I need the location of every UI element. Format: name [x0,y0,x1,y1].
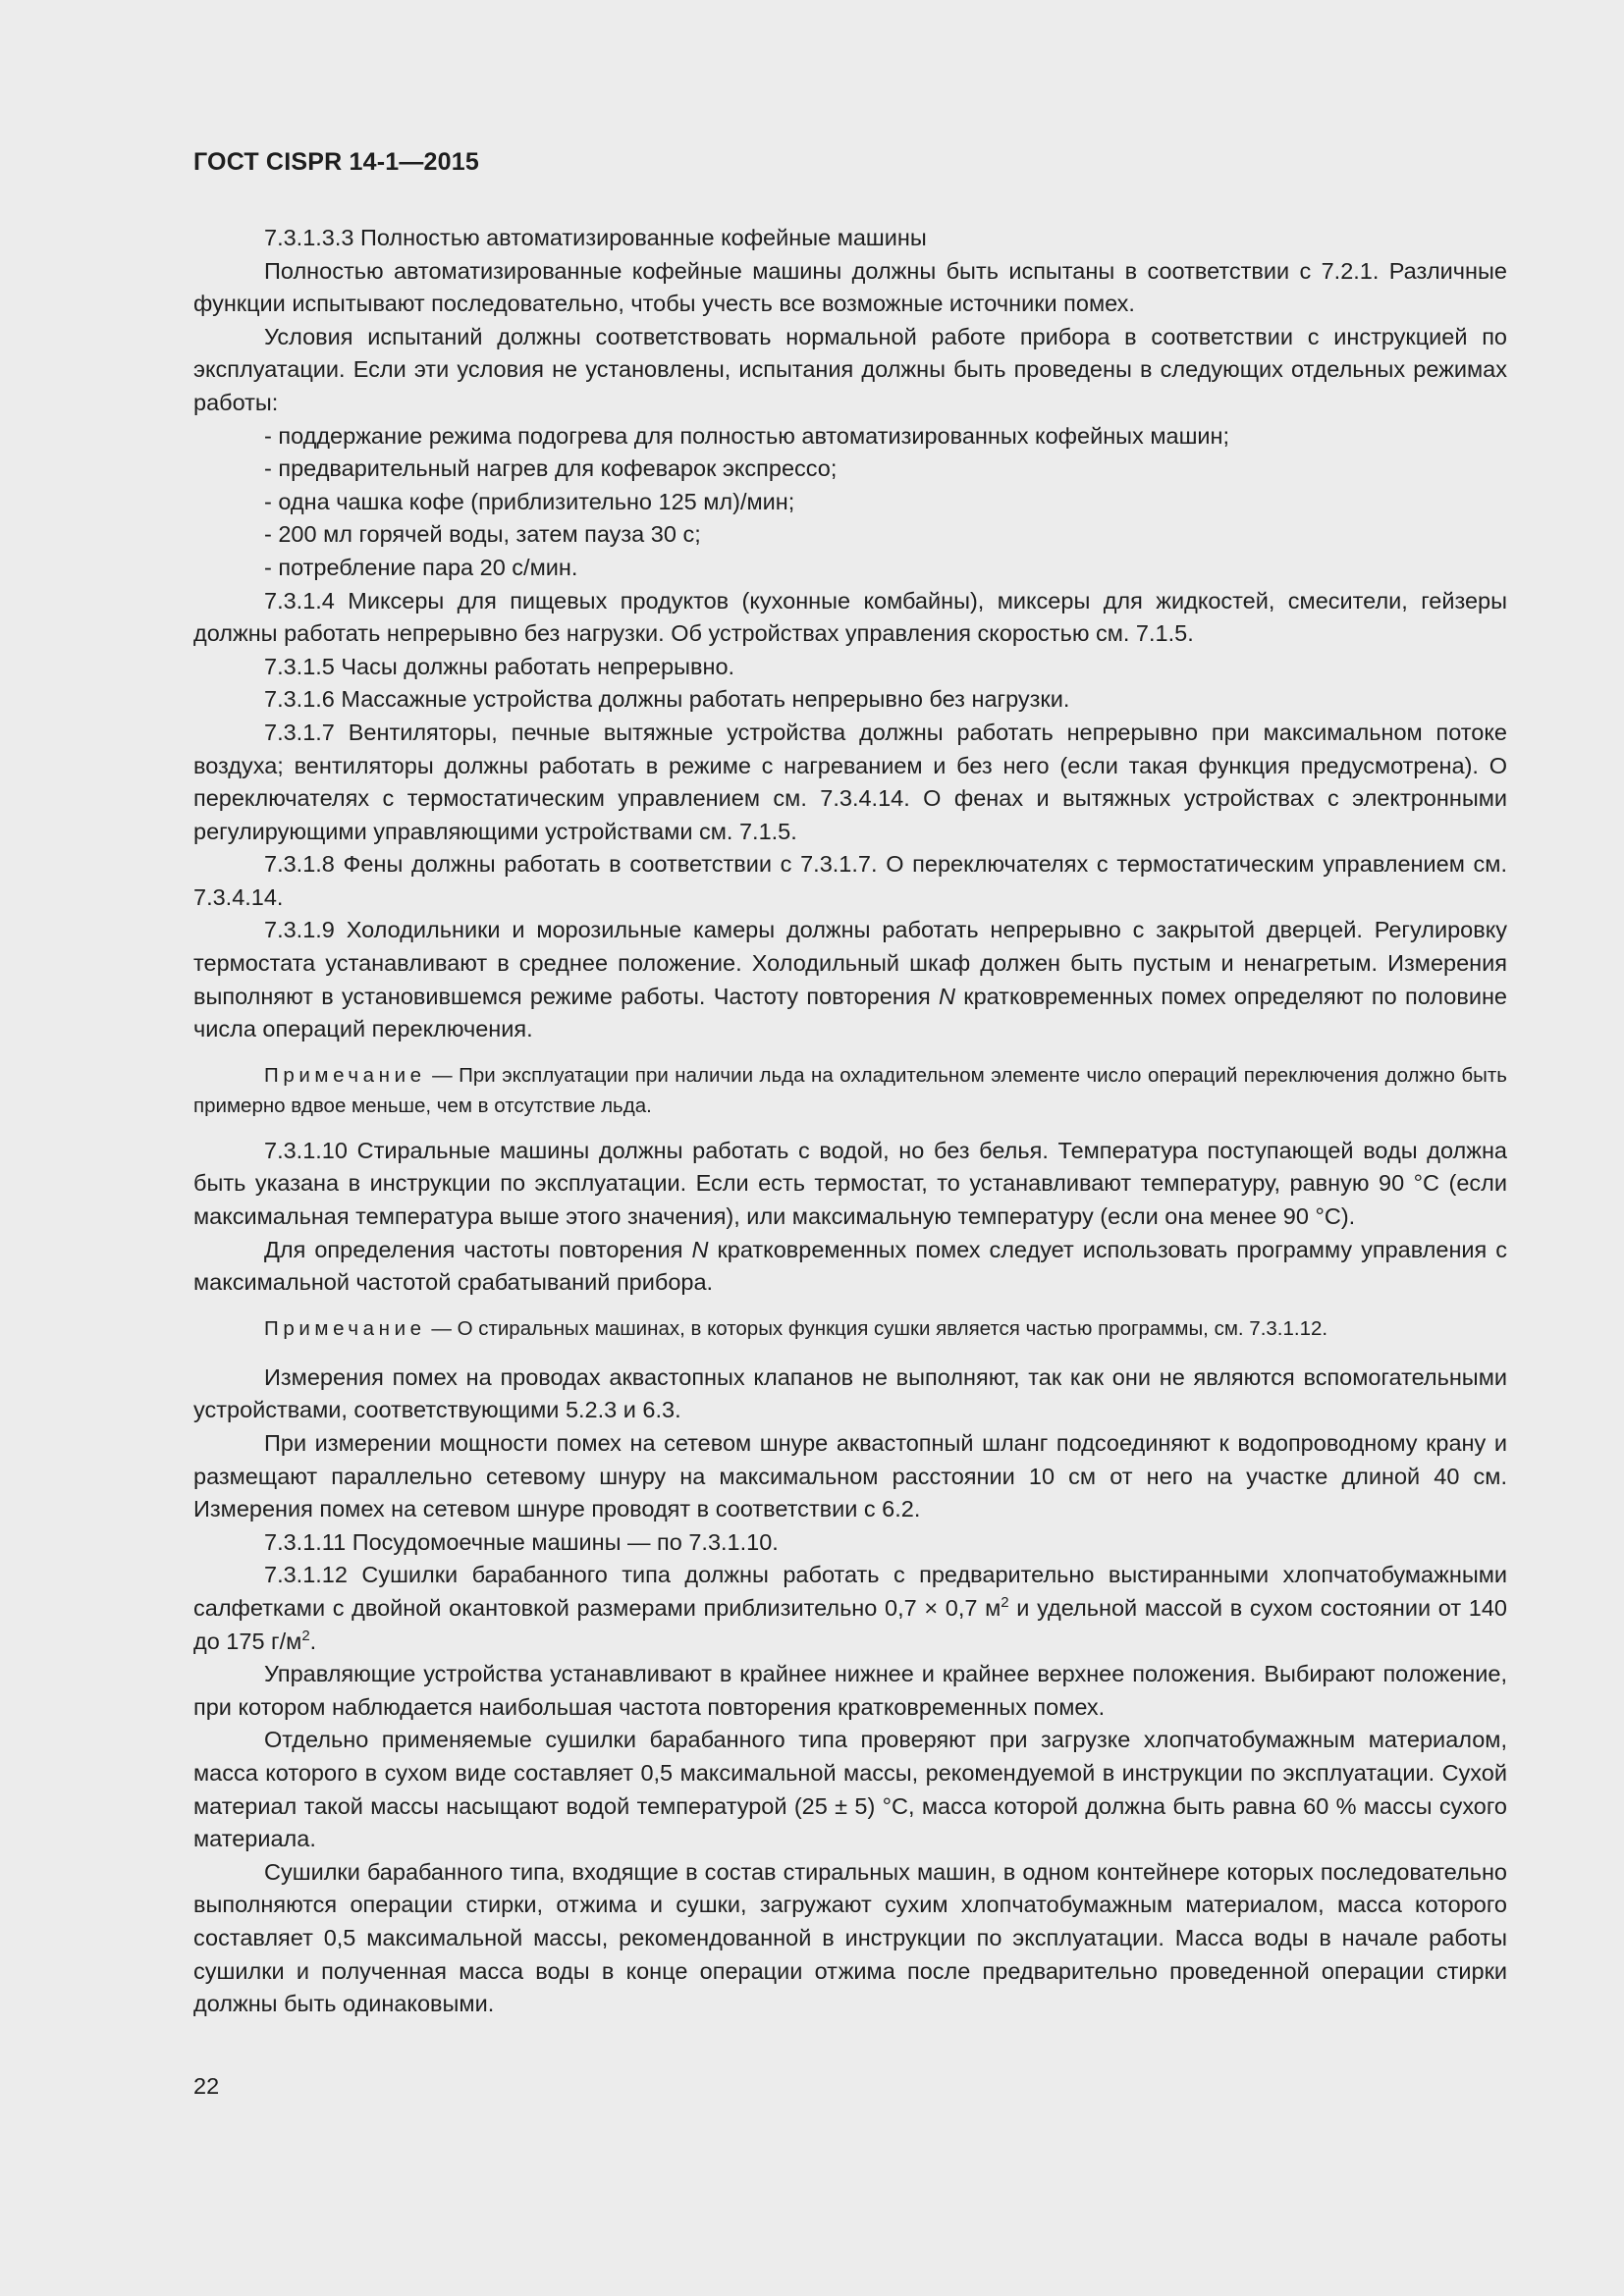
paragraph: Условия испытаний должны соответствовать нормальной работе прибора в соответствии с инструкцией по эксплуатации. Если эти условия не установлены, испытания должны быть проведены в следующих отдельных режимах работы: [193,323,1507,415]
clause-7318: 7.3.1.8 Фены должны работать в соответствии с 7.3.1.7. О переключателях с термостатическим управлением см. 7.3.4.14. [193,851,1507,910]
paragraph: Управляющие устройства устанавливают в крайнее нижнее и крайнее верхнее положения. Выбирают положение, при котором наблюдается наибольшая частота повторения кратковременных помех. [193,1661,1507,1720]
page-number: 22 [193,2073,220,2099]
paragraph: Измерения помех на проводах аквастопных клапанов не выполняют, так как они не являются вспомогательными устройствами, соответствующими 5.2.3 и 6.3. [193,1363,1507,1423]
document-code-header: ГОСТ CISPR 14-1—2015 [193,148,479,176]
list-item: - одна чашка кофе (приблизительно 125 мл)/мин; [264,488,795,514]
paragraph: Отдельно применяемые сушилки барабанного типа проверяют при загрузке хлопчатобумажным материалом, масса которого в сухом виде составляет 0,5 максимальной массы, рекомендуемой в инструкции по эксплуатации. Сухой материал такой массы насыщают водой температурой (25 ± 5) °С, масса которой должна быть равна 60 % массы сухого материала. [193,1727,1507,1852]
list-item: - предварительный нагрев для кофеварок экспрессо; [264,455,838,482]
paragraph: При измерении мощности помех на сетевом шнуре аквастопный шланг подсоединяют к водопроводному крану и размещают параллельно сетевому шнуру на максимальном расстоянии 10 см от него на участке длиной 40 см. Измерения помех на сетевом шнуре проводят в соответствии с 6.2. [193,1430,1507,1522]
clause-7315: 7.3.1.5 Часы должны работать непрерывно. [264,653,735,679]
clause-73112 [193,1559,1507,1658]
document-body [193,222,1507,2021]
paragraph: Сушилки барабанного типа, входящие в состав стиральных машин, в одном контейнере которых последовательно выполняются операции стирки, отжима и сушки, загружают сухим хлопчатобумажным материалом, масса которого составляет 0,5 максимальной массы, рекомендованной в инструкции по эксплуатации. Масса воды в начале работы сушилки и полученная масса воды в конце операции отжима после предварительно проведенной операции стирки должны быть одинаковыми. [193,1858,1507,2017]
superscript: 2 [1001,1593,1009,1611]
paragraph: Полностью автоматизированные кофейные машины должны быть испытаны в соответствии с 7.2.1. Различные функции испытывают последовательно, чтобы учесть все возможные источники помех. [193,257,1507,317]
frequency-text-end: кратковременных помех следует использовать программу управления с максимальной частотой срабатываний прибора. [193,1236,1508,1296]
clause-7319-end: кратковременных помех определяют по половине числа операций переключения. [193,983,1508,1042]
note-dash: — [425,1316,458,1340]
note-dash: — [425,1063,460,1087]
clause-7317: 7.3.1.7 Вентиляторы, печные вытяжные устройства должны работать непрерывно при максимальном потоке воздуха; вентиляторы должны работать в режиме с нагреванием и без него (если такая функция предусмотрена). О переключателях с термостатическим управлением см. 7.3.4.14. О фенах и вытяжных устройствах с электронными регулирующими управляющими устройствами см. 7.1.5. [193,719,1507,844]
clause-73110: 7.3.1.10 Стиральные машины должны работать с водой, но без белья. Температура поступающей воды должна быть указана в инструкции по эксплуатации. Если есть термостат, то устанавливают температуру, равную 90 °С (если максимальная температура выше этого значения), или максимальную температуру (если она менее 90 °С). [193,1137,1507,1230]
note-text: При эксплуатации при наличии льда на охладительном элементе число операций переключения должно быть примерно вдвое меньше, чем в отсутствие льда. [193,1063,1507,1117]
clause-7319-text: 7.3.1.9 Холодильники и морозильные камеры должны работать непрерывно с закрытой дверцей. Регулировку термостата устанавливают в среднее положение. Холодильный шкаф должен быть пустым и ненагретым. Измерения выполняют в установившемся режиме работы. Частоту повторения [193,917,1507,1009]
clause-73112-text: 7.3.1.12 Сушилки барабанного типа должны работать с предварительно выстиранными хлопчатобумажными салфетками с двойной окантовкой размерами приблизительно 0,7 × 0,7 м [193,1562,1507,1621]
clause-7316: 7.3.1.6 Массажные устройства должны работать непрерывно без нагрузки. [264,686,1070,713]
note-text: О стиральных машинах, в которых функция сушки является частью программы, см. 7.3.1.12. [457,1316,1328,1340]
list-item: - потребление пара 20 с/мин. [264,554,578,580]
note-label: Примечание [264,1316,426,1340]
variable-n: N [938,983,955,1009]
clause-73112-text: . [309,1628,317,1654]
clause-7314: 7.3.1.4 Миксеры для пищевых продуктов (кухонные комбайны), миксеры для жидкостей, смесители, гейзеры должны работать непрерывно без нагрузки. Об устройствах управления скоростью см. 7.1.5. [193,587,1507,647]
list-item: - 200 мл горячей воды, затем пауза 30 с; [264,521,701,548]
frequency-text: Для определения частоты повторения [264,1236,683,1262]
superscript: 2 [301,1627,310,1644]
list-item: - поддержание режима подогрева для полностью автоматизированных кофейных машин; [264,422,1230,449]
clause-73112-text: и удельной массой в сухом состоянии от 140 до 175 г/м [193,1594,1507,1654]
variable-n: N [691,1236,709,1262]
note-ice [193,1060,1507,1121]
note-washing [193,1313,1507,1344]
clause-7319 [193,914,1507,1045]
paragraph [193,1234,1507,1300]
section-heading-73133: 7.3.1.3.3 Полностью автоматизированные кофейные машины [264,225,927,250]
note-label: Примечание [264,1063,426,1087]
clause-73111: 7.3.1.11 Посудомоечные машины — по 7.3.1.10. [264,1528,779,1555]
